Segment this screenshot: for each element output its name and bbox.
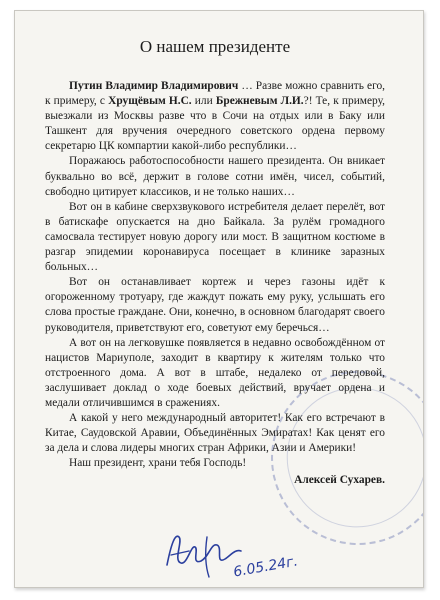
paragraph-text: или [191, 95, 216, 108]
paragraph-text: А какой у него международный авторитет! Как его встречают в Китае, Саудовской Аравии, Объединённых Эмиратах! Как ценят его за дела и слова лидеры многих стран Африки, Азии и Америки! [45, 412, 385, 455]
article [45, 37, 385, 489]
document-page [14, 10, 424, 588]
paragraph-text: А вот он на легковушке появляется в недавно освобождённом от нацистов Мариуполе, заходит в квартиру к жителям только что отстроенного дома. А вот в штабе, недалеко от передовой, заслушивает доклад о ходе боевых действий, вручает ордена и медали отличившимся в сражениях. [45, 336, 385, 409]
paragraph-text: Вот он останавливает кортеж и через газоны идёт к огороженному тротуару, где жаждут пожать ему руку, услышать его слова простые граждане. Они, конечно, в основном благодарят своего руководителя, приветствуют его, советуют ему беречься… [45, 276, 385, 334]
bold-name-text: Хрущёвым Н.С. [108, 95, 192, 108]
paragraph-text: Поражаюсь работоспособности нашего президента. Он вникает буквально во всё, держит в голове сотни имён, чисел, событий, свободно цитирует классиков, и не только наших… [45, 155, 385, 198]
bold-name-text: Брежневым Л.И. [215, 95, 304, 108]
bold-name-text: Путин Владимир Владимирович [69, 80, 239, 92]
paragraph-text: … Разве можно сравнить его, к примеру, с [45, 80, 385, 108]
handwritten-date: 6.05.24г. [232, 553, 300, 581]
article-paragraph [45, 154, 385, 199]
article-paragraph [45, 336, 385, 411]
paragraph-text: Вот он в кабине сверхзвукового истребителя делает перелёт, вот в батискафе опускается на дно Байкала. За рулём громадного самосвала тестирует новую дорогу или мост. В защитном костюме в разгар эпидемии коронавируса посещает в клинике заразных больных… [45, 200, 385, 274]
author-name: Алексей Сухарев. [294, 474, 385, 487]
article-paragraph [45, 411, 385, 456]
paragraph-text: ?! Те, к примеру, выезжали из Москвы разве что в Сочи на отдых или в Баку или Ташкент для вручения очередного советского ордена первому секретарю ЦК компартии какой-либо республики… [45, 95, 385, 153]
article-paragraph [45, 79, 385, 154]
article-paragraph [45, 200, 385, 275]
article-paragraph [45, 275, 385, 335]
document-title: О нашем президенте [139, 37, 291, 56]
article-body [45, 79, 385, 456]
closing-line: Наш президент, храни тебя Господь! [69, 457, 247, 470]
